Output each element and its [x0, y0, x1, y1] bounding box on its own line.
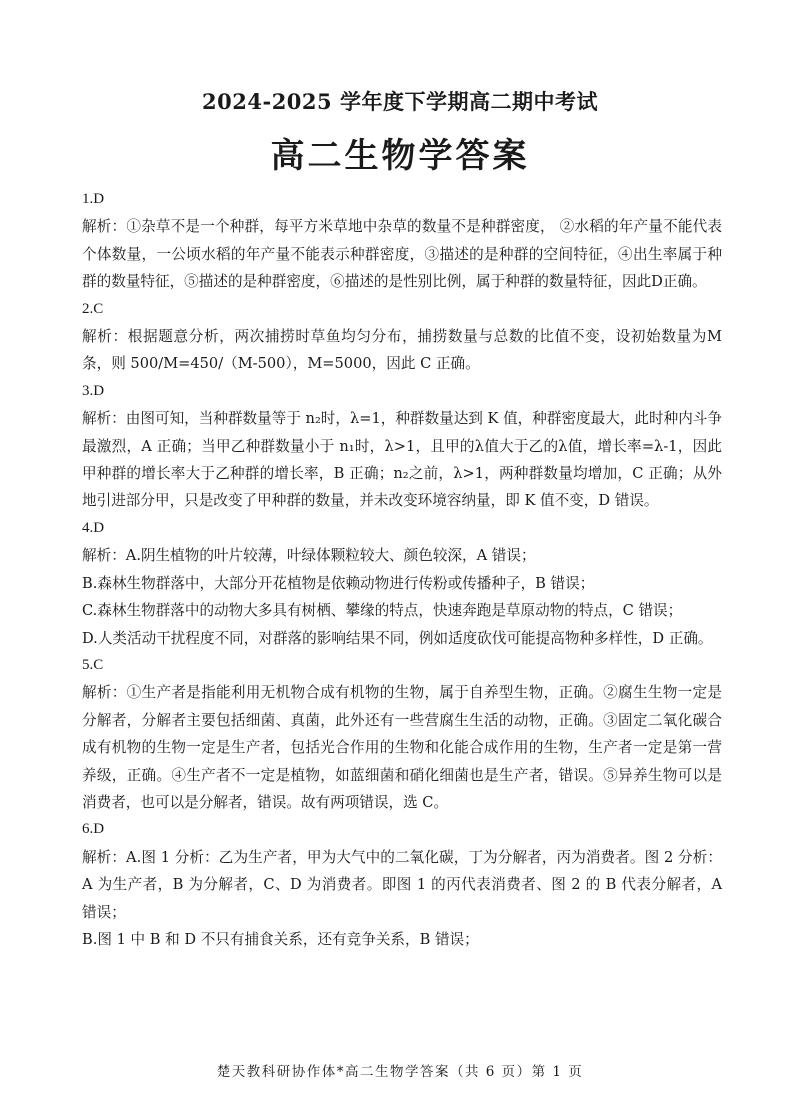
question-explanation: B.图 1 中 B 和 D 不只有捕食关系，还有竞争关系，B 错误； [82, 930, 479, 948]
question-explanation: 解析：A.阴生植物的叶片较薄，叶绿体颗粒较大、颜色较深，A 错误； [82, 547, 536, 565]
question-explanation: C.森林生物群落中的动物大多具有树栖、攀缘的特点，快速奔跑是草原动物的特点，C 错误； [82, 602, 683, 620]
question-explanation: 解析：①生产者是指能利用无机物合成有机物的生物，属于自养型生物，正确。②腐生生物一定是分解者，分解者主要包括细菌、真菌，此外还有一些营腐生生活的动物，正确。③固定二氧化碳合成有机物的生物一定是生产者，包括光合作用的生物和化能合成作用的生物，生产者一定是第一营养级，正确。④生产者不一定是植物，如蓝细菌和硝化细菌也是生产者，错误。⑤异养生物可以是消费者，也可以是分解者，错误。故有两项错误，选 C。 [82, 684, 722, 811]
page-footer: 楚天教科研协作体*高二生物学答案（共 6 页）第 1 页 [216, 1064, 584, 1080]
answer-content [82, 186, 722, 953]
exam-title: 2024-2025 学年度下学期高二期中考试 [202, 89, 598, 114]
question-explanation: D.人类活动干扰程度不同，对群落的影响结果不同，例如适度砍伐可能提高物种多样性，D 正确。 [82, 629, 713, 647]
question-number: 6.D [82, 821, 105, 838]
question-number: 3.D [82, 382, 105, 399]
question-explanation: 解析：A.图 1 分析：乙为生产者，甲为大气中的二氧化碳，丁为分解者，丙为消费者。图 2 分析：A 为生产者，B 为分解者，C、D 为消费者。即图 1 的丙代表消费者、图 2 的 B 代表分解者，A 错误； [82, 848, 722, 921]
page-title: 高二生物学答案 [270, 136, 530, 176]
question-number: 2.C [82, 300, 104, 317]
question-explanation: B.森林生物群落中，大部分开花植物是依赖动物进行传粉或传播种子，B 错误； [82, 574, 595, 592]
question-explanation: 解析：①杂草不是一个种群，每平方米草地中杂草的数量不是种群密度， ②水稻的年产量不能代表个体数量，一公顷水稻的年产量不能表示种群密度，③描述的是种群的空间特征，④出生率属于种群的数量特征，⑤描述的是种群密度，⑥描述的是性别比例，属于种群的数量特征，因此D正确。 [82, 218, 722, 291]
question-explanation: 解析：根据题意分析，两次捕捞时草鱼均匀分布，捕捞数量与总数的比值不变，设初始数量为M条，则 500/M=450/（M-500），M=5000，因此 C 正确。 [82, 328, 722, 373]
question-explanation: 解析：由图可知，当种群数量等于 n₂时，λ=1，种群数量达到 K 值，种群密度最大，此时种内斗争最激烈，A 正确；当甲乙种群数量小于 n₁时，λ>1，且甲的λ值大于乙的λ值，增长率=λ-1，因此甲种群的增长率大于乙种群的增长率，B 正确；n₂之前，λ>1，两种群数量均增加，C 正确；从外地引进部分甲，只是改变了甲种群的数量，并未改变环境容纳量，即 K 值不变，D 错误。 [82, 410, 722, 510]
question-number: 5.C [82, 656, 104, 673]
question-number: 1.D [82, 191, 105, 207]
question-number: 4.D [82, 519, 105, 536]
